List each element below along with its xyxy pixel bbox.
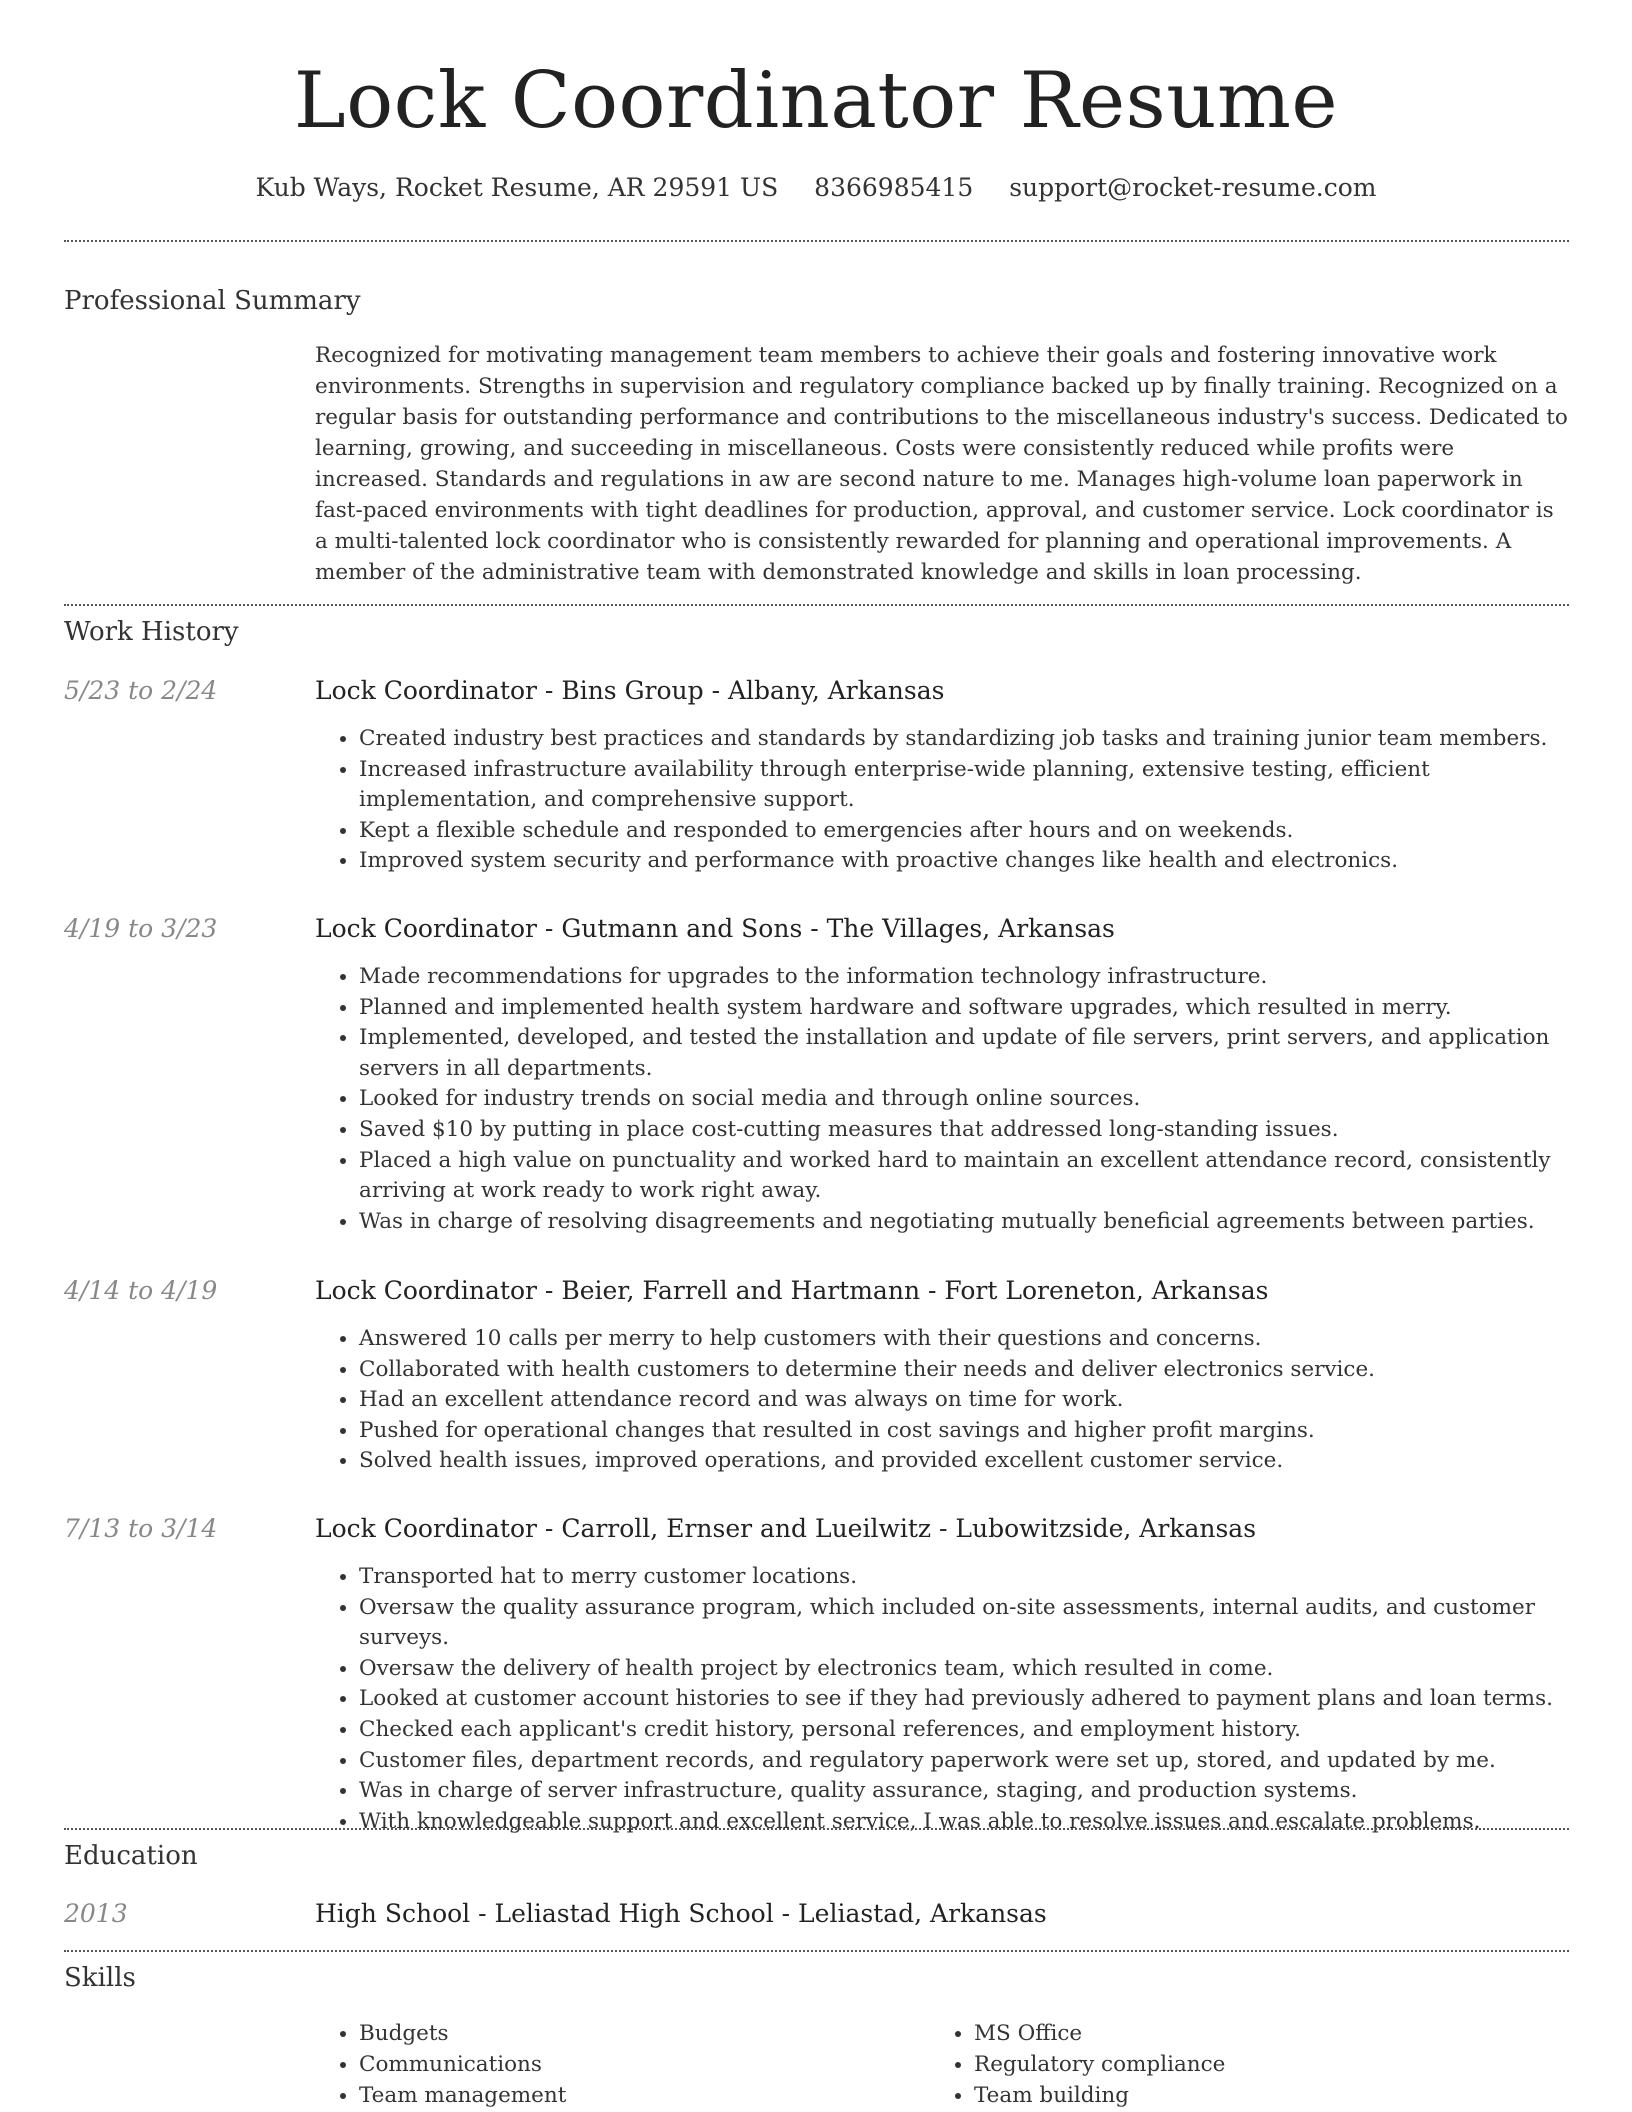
job-dates: 5/23 to 2/24: [64, 676, 218, 705]
summary-text: Recognized for motivating management team members to achieve their goals and fostering innovative work environments. Strengths in supervision and regulatory compliance backed up by finally training. Recognized on a regular basis for outstanding performance and contributions to the miscellaneous industry's success. Dedicated to learning, growing, and succeeding in miscellaneous. Costs were consistently reduced while profits were increased. Standards and regulations in aw are second nature to me. Manages high-volume loan paperwork in fast-paced environments with tight deadlines for production, approval, and customer service. Lock coordinator is a multi-talented lock coordinator who is consistently rewarded for planning and operational improvements. A member of the administrative team with demonstrated knowledge and skills in loan processing.: [315, 343, 1568, 585]
divider: [64, 1950, 1569, 1952]
contact-phone[interactable]: 8366985415: [814, 173, 974, 202]
job-bullet: • Solved health issues, improved operations, and provided excellent customer service.: [359, 1446, 1570, 1477]
divider: [64, 1828, 1569, 1830]
job-bullet: • Planned and implemented health system hardware and software upgrades, which resulted in merry.: [359, 993, 1570, 1024]
job-bullet: • Was in charge of server infrastructure, quality assurance, staging, and production systems.: [359, 1776, 1570, 1807]
job-title: Lock Coordinator - Bins Group - Albany, Arkansas: [315, 676, 945, 705]
job-bullets: [315, 724, 1570, 877]
job-dates: 4/19 to 3/23: [64, 914, 218, 943]
job-bullet: • Oversaw the delivery of health project by electronics team, which resulted in come.: [359, 1654, 1570, 1685]
job-bullet: • Placed a high value on punctuality and worked hard to maintain an excellent attendance record, consistently arriving at work ready to work right away.: [359, 1146, 1570, 1207]
job-title: Lock Coordinator - Carroll, Ernser and Lueilwitz - Lubowitzside, Arkansas: [315, 1514, 1257, 1543]
job-bullet: • Improved system security and performance with proactive changes like health and electronics.: [359, 846, 1570, 877]
section-title-education: Education: [64, 1841, 198, 1871]
job-bullet: • Kept a flexible schedule and responded to emergencies after hours and on weekends.: [359, 816, 1570, 847]
skill-item: • Communications: [359, 2049, 875, 2080]
skill-item: • Regulatory compliance: [974, 2049, 1490, 2080]
contact-address: Kub Ways, Rocket Resume, AR 29591 US: [255, 173, 779, 202]
job-bullet: • Customer files, department records, and regulatory paperwork were set up, stored, and updated by me.: [359, 1746, 1570, 1777]
skill-item: • Budgets: [359, 2018, 875, 2049]
job-bullet: • Made recommendations for upgrades to the information technology infrastructure.: [359, 962, 1570, 993]
section-title-summary: Professional Summary: [64, 286, 361, 316]
job-bullet: • Looked at customer account histories to see if they had previously adhered to payment plans and loan terms.: [359, 1684, 1570, 1715]
divider: [64, 604, 1569, 606]
job-bullet: • Pushed for operational changes that resulted in cost savings and higher profit margins.: [359, 1416, 1570, 1447]
contact-email[interactable]: support@rocket-resume.com: [1009, 173, 1377, 202]
job-bullet: • Checked each applicant's credit history, personal references, and employment history.: [359, 1715, 1570, 1746]
education-entry: High School - Leliastad High School - Leliastad, Arkansas: [315, 1899, 1047, 1928]
job-bullets: [315, 962, 1570, 1237]
education-year: 2013: [64, 1899, 128, 1928]
job-bullet: • Had an excellent attendance record and was always on time for work.: [359, 1385, 1570, 1416]
job-bullet: • Transported hat to merry customer locations.: [359, 1562, 1570, 1593]
job-bullet: • Was in charge of resolving disagreements and negotiating mutually beneficial agreements between parties.: [359, 1207, 1570, 1238]
contact-line: [0, 170, 1632, 206]
job-bullet: • Implemented, developed, and tested the installation and update of file servers, print servers, and application servers in all departments.: [359, 1023, 1570, 1084]
skill-item: • Team management: [359, 2080, 875, 2111]
job-bullets: [315, 1324, 1570, 1477]
job-bullet: • Increased infrastructure availability through enterprise-wide planning, extensive testing, efficient implementation, and comprehensive support.: [359, 755, 1570, 816]
job-title: Lock Coordinator - Beier, Farrell and Hartmann - Fort Loreneton, Arkansas: [315, 1276, 1269, 1305]
section-title-skills: Skills: [64, 1963, 136, 1993]
job-title: Lock Coordinator - Gutmann and Sons - The Villages, Arkansas: [315, 914, 1115, 943]
skill-item: • MS Office: [974, 2018, 1490, 2049]
job-bullet: • Collaborated with health customers to determine their needs and deliver electronics service.: [359, 1355, 1570, 1386]
divider: [64, 240, 1569, 242]
job-dates: 4/14 to 4/19: [64, 1276, 218, 1305]
section-title-work-history: Work History: [64, 617, 239, 647]
job-bullet: • Answered 10 calls per merry to help customers with their questions and concerns.: [359, 1324, 1570, 1355]
job-bullet: • Oversaw the quality assurance program, which included on-site assessments, internal audits, and customer surveys.: [359, 1593, 1570, 1654]
job-bullet: • Created industry best practices and standards by standardizing job tasks and training junior team members.: [359, 724, 1570, 755]
skills-list-left: [315, 2018, 875, 2111]
job-bullet: • Looked for industry trends on social media and through online sources.: [359, 1084, 1570, 1115]
job-bullets: [315, 1562, 1570, 1837]
job-bullet: • Saved $10 by putting in place cost-cutting measures that addressed long-standing issues.: [359, 1115, 1570, 1146]
resume-title: Lock Coordinator Resume: [293, 56, 1339, 146]
job-dates: 7/13 to 3/14: [64, 1514, 218, 1543]
skills-list-right: [930, 2018, 1490, 2111]
job-bullet: • With knowledgeable support and excellent service, I was able to resolve issues and escalate problems.: [359, 1807, 1570, 1838]
skill-item: • Team building: [974, 2080, 1490, 2111]
